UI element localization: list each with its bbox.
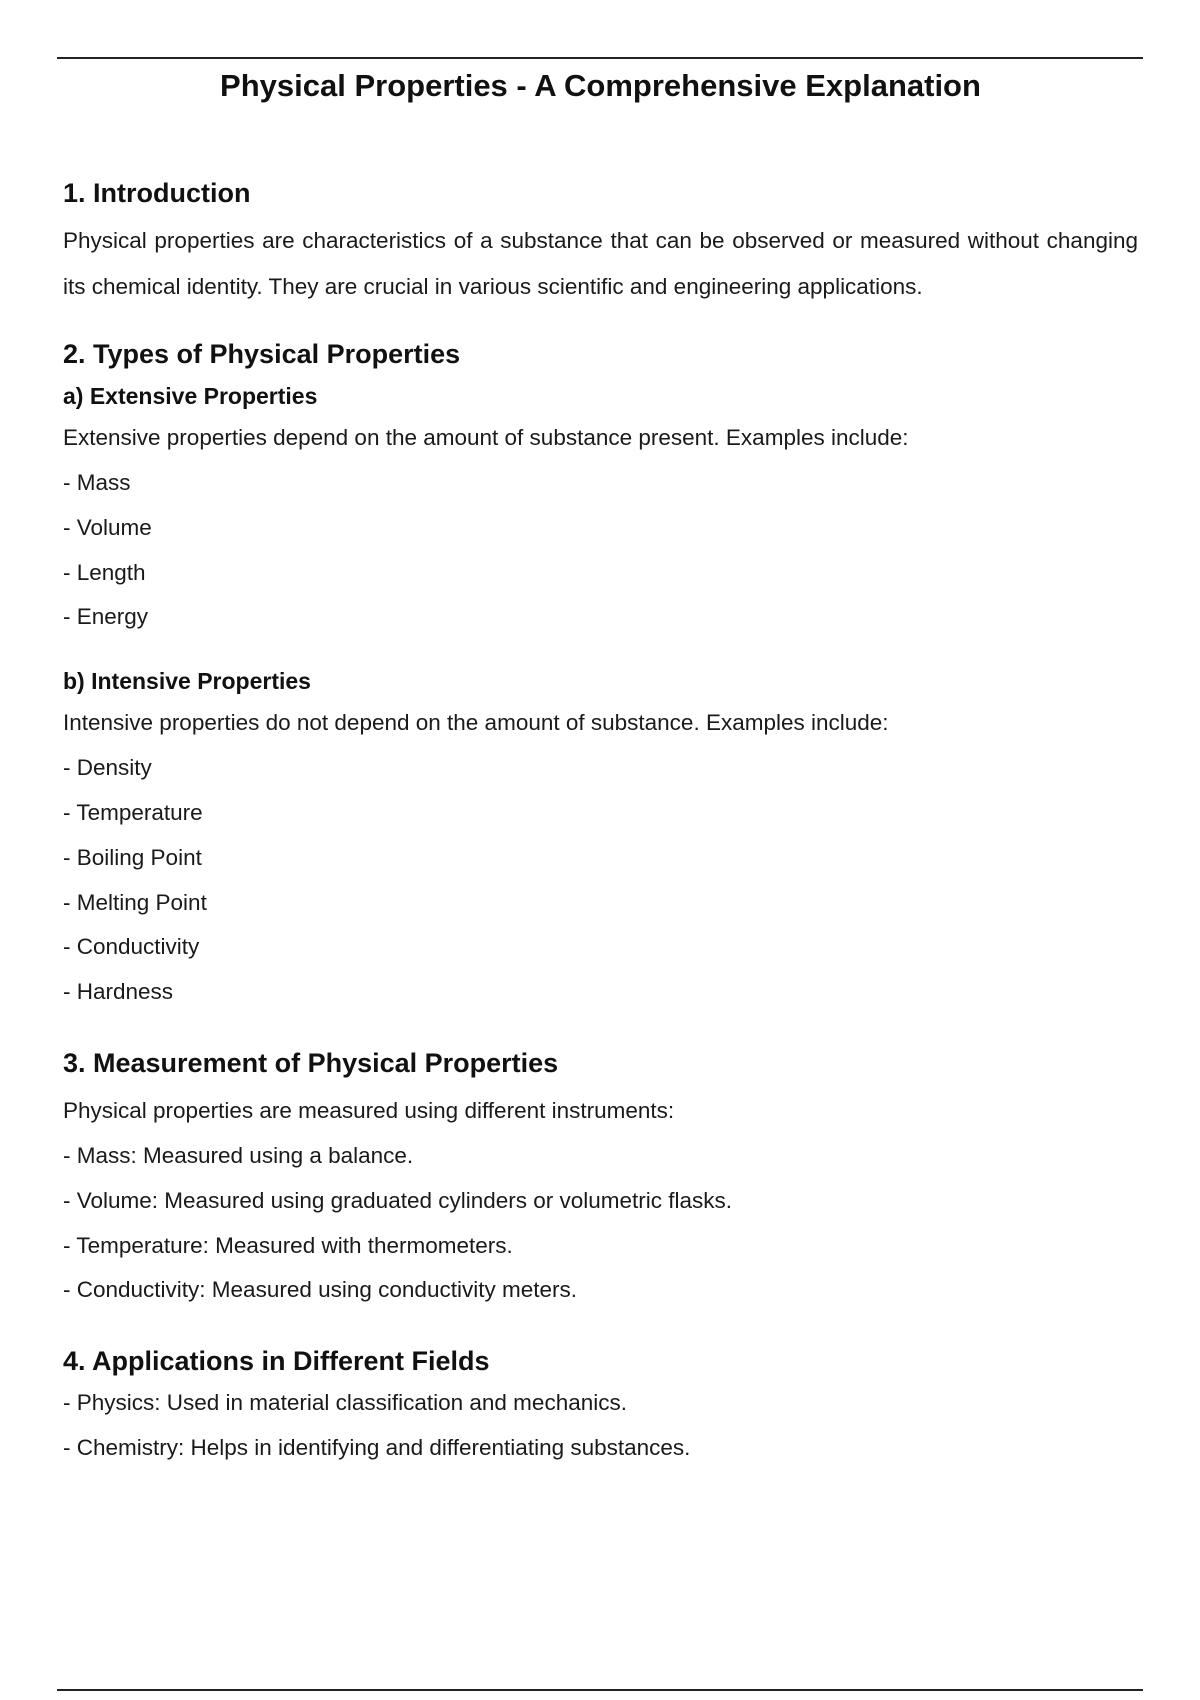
subsection-intensive: [63, 664, 1138, 1015]
list-item: - Length: [63, 551, 1138, 596]
list-item: - Temperature: Measured with thermometers.: [63, 1224, 1138, 1269]
section-heading-introduction: 1. Introduction: [63, 178, 251, 208]
list-item: - Physics: Used in material classification and mechanics.: [63, 1381, 1138, 1426]
introduction-paragraph: Physical properties are characteristics of a substance that can be observed or measured without changing its chemical identity. They are crucial in various scientific and engineering applications.: [63, 228, 1138, 299]
subsection-heading-intensive: b) Intensive Properties: [63, 668, 311, 695]
section-heading-types: 2. Types of Physical Properties: [63, 339, 461, 369]
section-measurement: [63, 1043, 1138, 1313]
extensive-list: [63, 461, 1138, 640]
document-title: Physical Properties - A Comprehensive Explanation: [220, 68, 981, 103]
list-item: - Conductivity: [63, 925, 1138, 970]
list-item: - Boiling Point: [63, 836, 1138, 881]
section-heading-measurement: 3. Measurement of Physical Properties: [63, 1047, 559, 1078]
list-item: - Hardness: [63, 970, 1138, 1015]
list-item: - Conductivity: Measured using conductivity meters.: [63, 1268, 1138, 1313]
list-item: - Chemistry: Helps in identifying and differentiating substances.: [63, 1426, 1138, 1471]
list-item: - Volume: [63, 506, 1138, 551]
extensive-paragraph: Extensive properties depend on the amount of substance present. Examples include:: [63, 425, 909, 450]
list-item: - Density: [63, 746, 1138, 791]
subsection-heading-extensive: a) Extensive Properties: [63, 383, 318, 409]
list-item: - Mass: [63, 461, 1138, 506]
subsection-extensive: [63, 379, 1138, 640]
measurement-paragraph: Physical properties are measured using different instruments:: [63, 1097, 675, 1123]
document-body: [63, 58, 1138, 1471]
applications-list: [63, 1381, 1138, 1471]
section-applications: [63, 1341, 1138, 1471]
section-types: [63, 334, 1138, 1015]
bottom-divider: [57, 1689, 1143, 1691]
measurement-list: [63, 1134, 1138, 1313]
section-introduction: [63, 173, 1138, 310]
section-heading-applications: 4. Applications in Different Fields: [63, 1346, 490, 1377]
list-item: - Melting Point: [63, 881, 1138, 926]
list-item: - Temperature: [63, 791, 1138, 836]
list-item: - Volume: Measured using graduated cylinders or volumetric flasks.: [63, 1179, 1138, 1224]
intensive-paragraph: Intensive properties do not depend on the amount of substance. Examples include:: [63, 710, 889, 736]
intensive-list: [63, 746, 1138, 1015]
list-item: - Mass: Measured using a balance.: [63, 1134, 1138, 1179]
list-item: - Energy: [63, 595, 1138, 640]
